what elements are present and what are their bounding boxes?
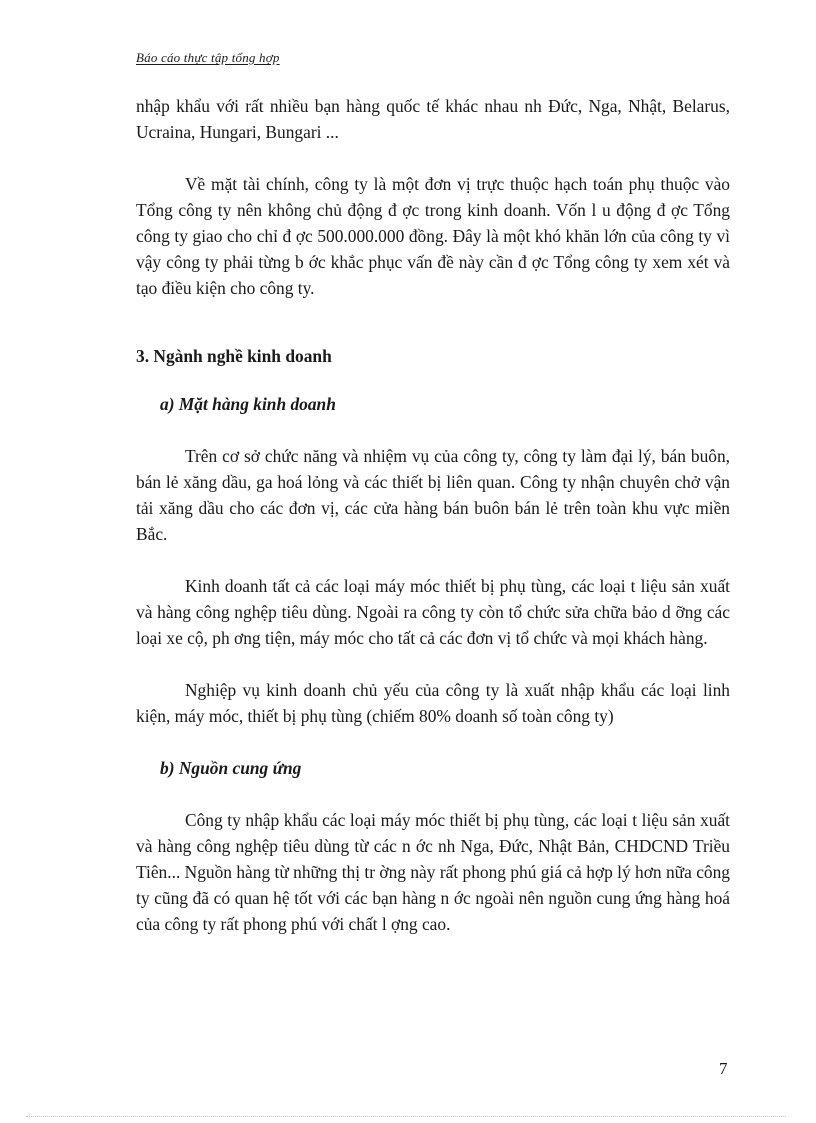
page-body [136, 93, 730, 937]
paragraph-continuation: nhập khẩu với rất nhiều bạn hàng quốc tế khác nhau nh Đức, Nga, Nhật, Belarus, Ucraina, Hungari, Bungari ... [136, 96, 730, 142]
paragraph-finance: Về mặt tài chính, công ty là một đơn vị trực thuộc hạch toán phụ thuộc vào Tổng công ty nên không chủ động đ ợc trong kinh doanh. Vốn l u động đ ợc Tổng công ty giao cho chỉ đ ợc 500.000.000 đồng. Đây là một khó khăn lớn của công ty vì vậy công ty phải từng b ớc khắc phục vấn đề này cần đ ợc Tổng công ty xem xét và tạo điều kiện cho công ty. [136, 174, 730, 298]
paragraph-supply-sources: Công ty nhập khẩu các loại máy móc thiết bị phụ tùng, các loại t liệu sản xuất và hàng công nghệp tiêu dùng từ các n ớc nh Nga, Đức, Nhật Bản, CHDCND Triều Tiên... Nguồn hàng từ những thị tr ờng này rất phong phú giá cả hợp lý hơn nữa công ty cũng đã có quan hệ tốt với các bạn hàng n ớc ngoài nên nguồn cung ứng hàng hoá của công ty rất phong phú với chất l ợng cao. [136, 810, 730, 934]
page-number: 7 [719, 1059, 728, 1078]
paragraph-equipment: Kinh doanh tất cả các loại máy móc thiết bị phụ tùng, các loại t liệu sản xuất và hàng công nghệp tiêu dùng. Ngoài ra công ty còn tổ chức sửa chữa bảo d ỡng các loại xe cộ, ph ơng tiện, máy móc cho tất cả các đơn vị tổ chức và mọi khách hàng. [136, 576, 730, 648]
running-header: Báo cáo thực tập tổng hợp [136, 50, 280, 65]
section-heading: 3. Ngành nghề kinh doanh [136, 346, 332, 366]
subheading-products: a) Mặt hàng kinh doanh [160, 394, 336, 414]
paragraph-main-operations: Nghiệp vụ kinh doanh chủ yếu của công ty là xuất nhập khẩu các loại linh kiện, máy móc, thiết bị phụ tùng (chiếm 80% doanh số toàn công ty) [136, 680, 730, 726]
paragraph-business-scope: Trên cơ sở chức năng và nhiệm vụ của công ty, công ty làm đại lý, bán buôn, bán lẻ xăng dầu, ga hoá lỏng và các thiết bị liên quan. Công ty nhận chuyên chở vận tải xăng dầu cho các đơn vị, các cửa hàng bán buôn bán lẻ trên toàn khu vực miền Bắc. [136, 446, 730, 544]
page-bottom-divider [26, 1116, 786, 1117]
subheading-supply: b) Nguồn cung ứng [160, 758, 302, 778]
